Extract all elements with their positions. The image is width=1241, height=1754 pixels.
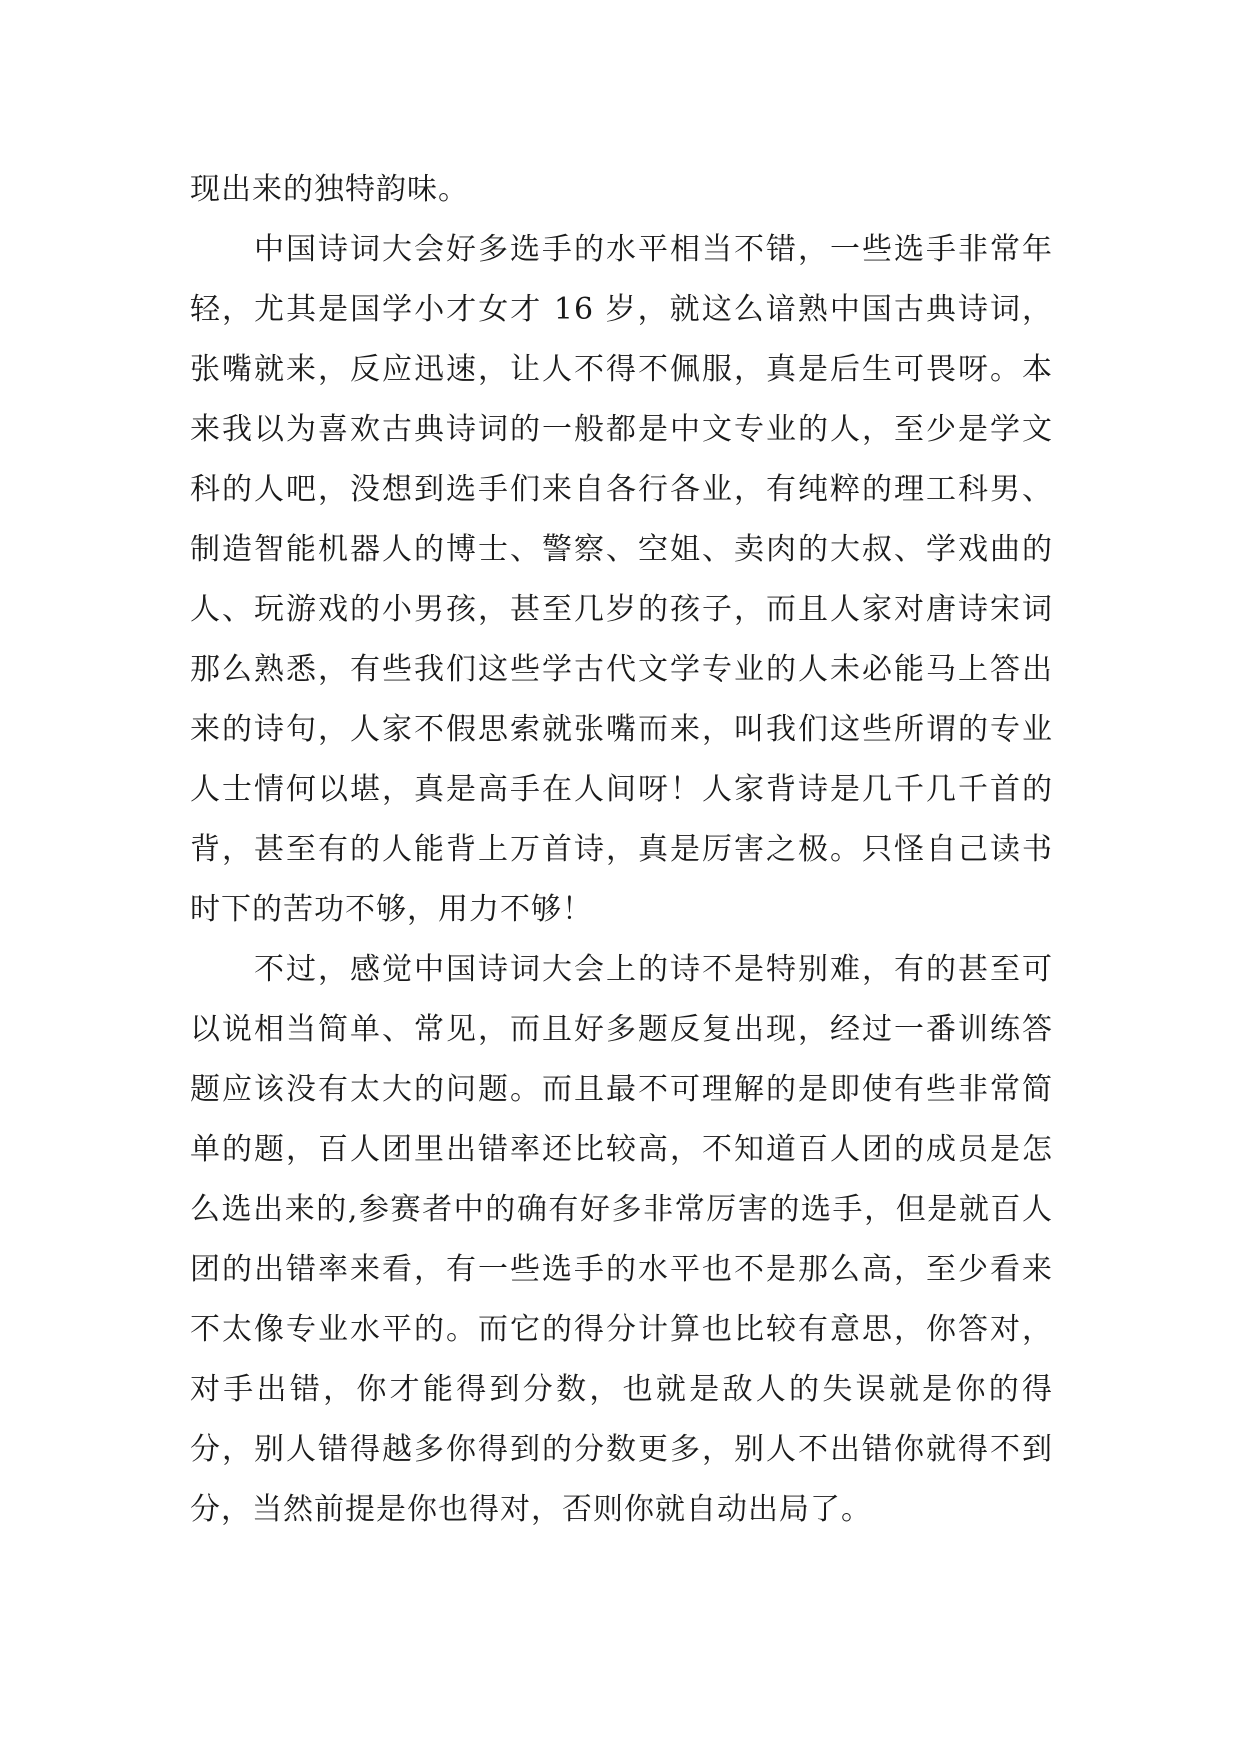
- paragraph-1: 现出来的独特韵味。: [190, 172, 469, 207]
- paragraph-2: 中国诗词大会好多选手的水平相当不错，一些选手非常年轻，尤其是国学小才女才 16 岁，就这么谙熟中国古典诗词，张嘴就来，反应迅速，让人不得不佩服，真是后生可畏呀。本来我以为喜欢古典诗词的一般都是中文专业的人，至少是学文科的人吧，没想到选手们来自各行各业，有纯粹的理工科男、制造智能机器人的博士、警察、空姐、卖肉的大叔、学戏曲的人、玩游戏的小男孩，甚至几岁的孩子，而且人家对唐诗宋词那么熟悉，有些我们这些学古代文学专业的人未必能马上答出来的诗句，人家不假思索就张嘴而来，叫我们这些所谓的专业人士情何以堪，真是高手在人间呀！人家背诗是几千几千首的背，甚至有的人能背上万首诗，真是厉害之极。只怪自己读书时下的苦功不够，用力不够！: [190, 232, 1053, 927]
- document-body: [190, 160, 1053, 1540]
- paragraph-3: 不过，感觉中国诗词大会上的诗不是特别难，有的甚至可以说相当简单、常见，而且好多题反复出现，经过一番训练答题应该没有太大的问题。而且最不可理解的是即使有些非常简单的题，百人团里出错率还比较高，不知道百人团的成员是怎么选出来的,参赛者中的确有好多非常厉害的选手，但是就百人团的出错率来看，有一些选手的水平也不是那么高，至少看来不太像专业水平的。而它的得分计算也比较有意思，你答对，对手出错，你才能得到分数，也就是敌人的失误就是你的得分，别人错得越多你得到的分数更多，别人不出错你就得不到分，当然前提是你也得对，否则你就自动出局了。: [190, 952, 1053, 1527]
